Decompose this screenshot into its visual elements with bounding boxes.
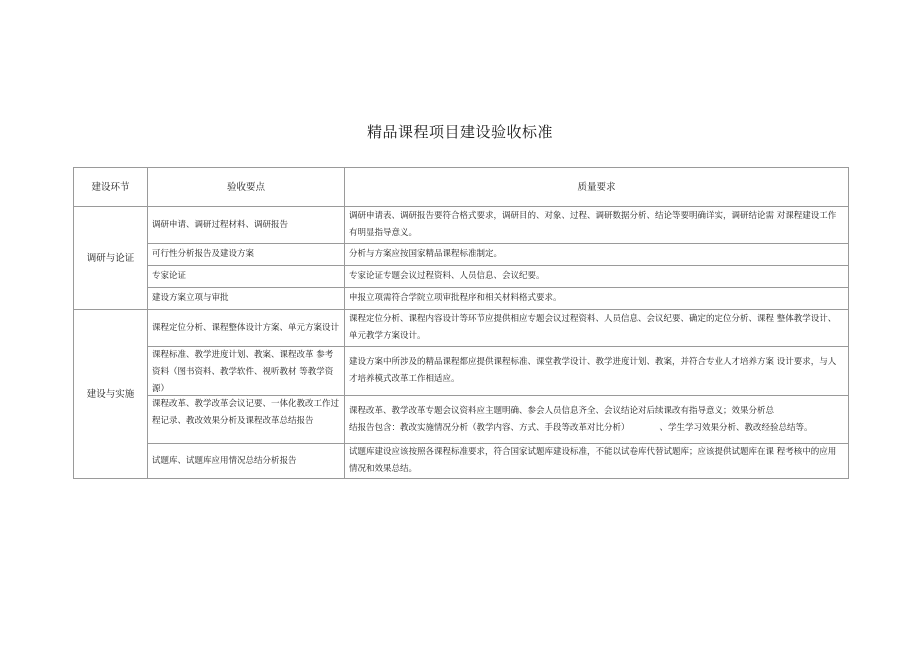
requirement-cell: 分析与方案应按国家精品课程标准制定。: [345, 244, 849, 266]
table-row: [74, 396, 849, 444]
requirement-text: 试题库建设应该按照各课程标准要求，符合国家试题库建设标准，不能以试卷库代替试题库；应该提供试题库在课 程考核中的应用情况和效果总结。: [349, 447, 837, 474]
requirement-cell: 专家论证专题会议过程资料、人员信息、会议纪要。: [345, 266, 849, 288]
requirement-line-2b: 、学生学习效果分析、教改经验总结等。: [659, 422, 813, 433]
key-point-cell: 课程定位分析、课程整体设计方案、单元方案设计: [148, 310, 345, 347]
key-point-cell: [148, 396, 345, 444]
table-row: [74, 244, 849, 266]
document-title: 精品课程项目建设验收标准: [366, 123, 553, 141]
key-point-cell: 建设方案立项与审批: [148, 288, 345, 310]
requirement-line-2a: 结报告包含：教改实施情况分析（教学内容、方式、手段等改革对比分析）: [349, 422, 630, 433]
key-point-cell: 调研申请、调研过程材料、调研报告: [148, 207, 345, 244]
key-point-cell: 试题库、试题库应用情况总结分析报告: [148, 444, 345, 479]
table-row: [74, 444, 849, 479]
section-build-implement: 建设与实施: [74, 310, 148, 479]
header-quality-requirements: 质量要求: [345, 168, 849, 207]
requirement-cell: [345, 444, 849, 479]
header-key-points: 验收要点: [148, 168, 345, 207]
requirement-cell: 建设方案中所涉及的精品课程都应提供课程标准、课堂教学设计、教学进度计划、教案，并符合专业人才培养方案 设计要求，与人才培养模式改革工作相适应。: [345, 347, 849, 396]
requirement-cell: 课程定位分析、课程内容设计等环节应提供相应专题会议过程资料、人员信息、会议纪要、确定的定位分析、课程 整体教学设计、单元教学方案设计。: [345, 310, 849, 347]
key-point-text: 课程改革、教学改革会议记要、一体化教改工作过程记录、教改效果分析及课程改革总结报告: [152, 399, 340, 426]
table-header-row: [74, 168, 849, 207]
requirement-line-2: [349, 420, 844, 437]
table-row: [74, 266, 849, 288]
table-row: [74, 310, 849, 347]
table-row: [74, 347, 849, 396]
table-row: [74, 207, 849, 244]
key-point-cell: 可行性分析报告及建设方案: [148, 244, 345, 266]
header-stage: 建设环节: [74, 168, 148, 207]
requirement-line-1: 课程改革、教学改革专题会议资料应主题明确、参会人员信息齐全、会议结论对后续课改有指导意义；效果分析总: [349, 405, 775, 416]
section-research: 调研与论证: [74, 207, 148, 310]
acceptance-standards-table: [73, 167, 849, 479]
key-point-text: 课程标准、教学进度计划、教案、课程改革 参考资料（图书资料、教学软件、视听教材 等教学资源）: [152, 350, 334, 394]
requirement-cell: 调研申请表、调研报告要符合格式要求，调研目的、对象、过程、调研数据分析、结论等要明确详实，调研结论需 对课程建设工作有明显指导意义。: [345, 207, 849, 244]
key-point-cell: [148, 347, 345, 396]
table-row: [74, 288, 849, 310]
requirement-cell: 申报立项需符合学院立项审批程序和相关材料格式要求。: [345, 288, 849, 310]
key-point-cell: 专家论证: [148, 266, 345, 288]
requirement-cell: [345, 396, 849, 444]
